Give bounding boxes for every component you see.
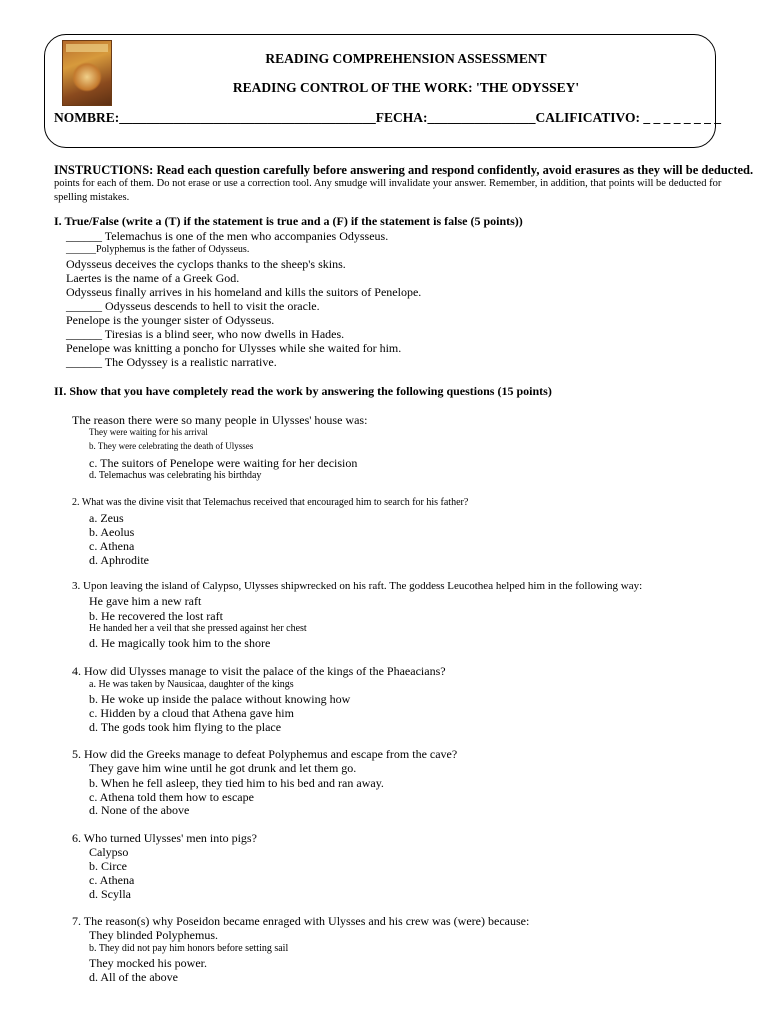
- q4-option: b. He woke up inside the palace without knowing how: [89, 692, 351, 706]
- q4-option: c. Hidden by a cloud that Athena gave him: [89, 706, 294, 720]
- odyssey-book-cover-image: [62, 40, 112, 106]
- q2-option: a. Zeus: [89, 511, 124, 525]
- q2-option: c. Athena: [89, 539, 135, 553]
- q1-option: c. The suitors of Penelope were waiting for her decision: [89, 456, 358, 470]
- tf-item: Penelope was knitting a poncho for Ulysses while she waited for him.: [66, 341, 402, 355]
- q7-option: d. All of the above: [89, 970, 178, 984]
- q1-option: b. They were celebrating the death of Ulysses: [89, 441, 254, 451]
- q1-option: d. Telemachus was celebrating his birthday: [89, 470, 262, 481]
- assessment-subtitle: READING CONTROL OF THE WORK: 'THE ODYSSEY': [232, 80, 580, 95]
- q6-option: d. Scylla: [89, 887, 131, 901]
- q3-option: b. He recovered the lost raft: [89, 609, 223, 623]
- q6-option: Calypso: [89, 845, 129, 859]
- q5-option: They gave him wine until he got drunk and let them go.: [89, 761, 357, 775]
- question-1: The reason there were so many people in Ulysses' house was:: [72, 413, 368, 427]
- q7-option: b. They did not pay him honors before setting sail: [89, 943, 289, 954]
- student-fields-line: NOMBRE:______________________________________FECHA:________________CALIFICATIVO: _ _ _ _ _ _ _ _: [54, 110, 721, 125]
- tf-item: Odysseus finally arrives in his homeland and kills the suitors of Penelope.: [66, 285, 422, 299]
- tf-item: ______ The Odyssey is a realistic narrative.: [66, 355, 277, 369]
- q5-option: c. Athena told them how to escape: [89, 790, 254, 804]
- instructions-bold: INSTRUCTIONS: Read each question carefully before answering and respond confidently, avoid erasures as they will be deducted.: [54, 163, 754, 177]
- instructions-line-3: spelling mistakes.: [54, 192, 130, 203]
- question-6: 6. Who turned Ulysses' men into pigs?: [72, 831, 257, 845]
- q5-option: d. None of the above: [89, 803, 190, 817]
- q4-option: a. He was taken by Nausicaa, daughter of the kings: [89, 679, 294, 690]
- question-3: 3. Upon leaving the island of Calypso, Ulysses shipwrecked on his raft. The goddess Leucothea helped him in the following way:: [72, 580, 643, 592]
- section-1-heading: I. True/False (write a (T) if the statement is true and a (F) if the statement is false (5 points)): [54, 214, 523, 228]
- q3-option: d. He magically took him to the shore: [89, 636, 271, 650]
- q6-option: c. Athena: [89, 873, 135, 887]
- q4-option: d. The gods took him flying to the place: [89, 720, 282, 734]
- tf-item: ______ Odysseus descends to hell to visit the oracle.: [66, 299, 320, 313]
- q7-option: They mocked his power.: [89, 956, 207, 970]
- tf-item: ______ Telemachus is one of the men who accompanies Odysseus.: [66, 229, 389, 243]
- tf-item: ______ Tiresias is a blind seer, who now dwells in Hades.: [66, 327, 345, 341]
- question-7: 7. The reason(s) why Poseidon became enraged with Ulysses and his crew was (were) because:: [72, 914, 530, 928]
- q2-option: d. Aphrodite: [89, 553, 149, 567]
- q7-option: They blinded Polyphemus.: [89, 928, 218, 942]
- tf-item: ______Polyphemus is the father of Odysseus.: [66, 244, 250, 255]
- q5-option: b. When he fell asleep, they tied him to his bed and ran away.: [89, 776, 384, 790]
- instructions-line-2: points for each of them. Do not erase or use a correction tool. Any smudge will invalidate your answer. Remember, in addition, that points will be deducted for: [54, 178, 722, 189]
- q2-option: b. Aeolus: [89, 525, 135, 539]
- tf-item: Laertes is the name of a Greek God.: [66, 271, 240, 285]
- question-5: 5. How did the Greeks manage to defeat Polyphemus and escape from the cave?: [72, 747, 458, 761]
- tf-item: Odysseus deceives the cyclops thanks to the sheep's skins.: [66, 257, 346, 271]
- section-2-heading: II. Show that you have completely read the work by answering the following questions (15 points): [54, 384, 552, 398]
- q1-option: They were waiting for his arrival: [89, 427, 208, 437]
- q3-option: He handed her a veil that she pressed against her chest: [89, 623, 307, 634]
- tf-item: Penelope is the younger sister of Odysseus.: [66, 313, 275, 327]
- question-2: 2. What was the divine visit that Telemachus received that encouraged him to search for his father?: [72, 497, 469, 508]
- q6-option: b. Circe: [89, 859, 127, 873]
- assessment-title: READING COMPREHENSION ASSESSMENT: [265, 51, 547, 66]
- q3-option: He gave him a new raft: [89, 594, 202, 608]
- question-4: 4. How did Ulysses manage to visit the palace of the kings of the Phaeacians?: [72, 664, 446, 678]
